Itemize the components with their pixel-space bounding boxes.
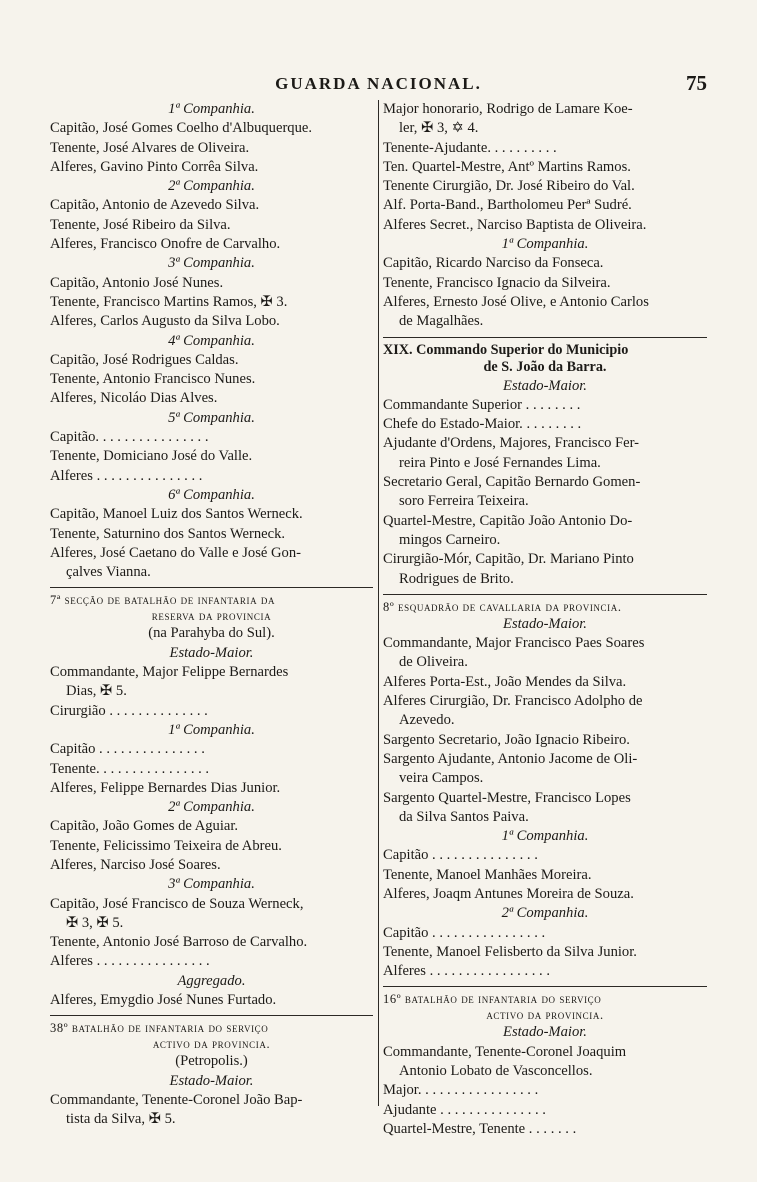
text-line: Major. . . . . . . . . . . . . . . . . [383,1082,539,1099]
text-line: Capitão, José Francisco de Souza Werneck, [50,895,304,912]
text-line-continuation: mingos Carneiro. [399,531,501,548]
text-line: Capitão . . . . . . . . . . . . . . . . [383,924,546,941]
text-line: Tenente, Francisco Martins Ramos, ✠ 3. [50,293,288,310]
location-note: (na Parahyba do Sul). [148,625,275,642]
text-line-continuation: Rodrigues de Brito. [399,570,514,587]
text-line: Tenente, Domiciano José do Valle. [50,448,253,465]
text-line: Capitão, Ricardo Narciso da Fonseca. [383,255,604,272]
text-line-continuation: Dias, ✠ 5. [66,683,127,700]
text-line: Alferes Porta-Est., João Mendes da Silva. [383,673,627,690]
subheading: 2ª Companhia. [501,905,589,922]
subheading: 1ª Companhia. [168,721,255,738]
text-line: Ajudante d'Ordens, Majores, Francisco Fer- [383,435,640,452]
text-line-continuation: da Silva Santos Paiva. [399,808,529,825]
text-line: Alferes, Felippe Bernardes Dias Junior. [50,779,281,796]
text-line-continuation: veira Campos. [399,770,484,787]
subheading: 6ª Companhia. [168,486,255,503]
text-line: Alf. Porta-Band., Bartholomeu Perª Sudré. [383,197,632,214]
section-divider [383,337,707,338]
text-line-continuation: ✠ 3, ✠ 5. [66,914,124,931]
municipality-heading-continuation: de S. João da Barra. [483,359,607,376]
text-line: Tenente Cirurgião, Dr. José Ribeiro do Val. [383,178,635,195]
subheading: 4ª Companhia. [168,332,255,349]
text-line: Tenente, Antonio Francisco Nunes. [50,371,256,388]
text-line: Tenente, José Ribeiro da Silva. [50,216,231,233]
section-heading-continuation: activo da provincia. [486,1008,604,1023]
text-line: Commandante, Tenente-Coronel Joaquim [383,1043,627,1060]
text-line: Ten. Quartel-Mestre, Antº Martins Ramos. [383,158,631,175]
text-line: Tenente, Saturnino dos Santos Werneck. [50,525,286,542]
text-line: Tenente, Manoel Felisberto da Silva Junior. [383,943,637,960]
text-line: Alferes Cirurgião, Dr. Francisco Adolpho de [383,693,643,710]
subheading: 2ª Companhia. [168,178,255,195]
text-line: Tenente, José Alvares de Oliveira. [50,139,250,156]
section-divider [50,587,373,588]
page-number: 75 [686,71,707,95]
text-line: Alferes, Gavino Pinto Corrêa Silva. [50,158,259,175]
text-line-continuation: Antonio Lobato de Vasconcellos. [399,1063,593,1080]
subheading: 1ª Companhia. [168,101,255,117]
subheading: Estado-Maior. [169,644,254,661]
text-line: Tenente. . . . . . . . . . . . . . . . [50,760,210,777]
running-title: GUARDA NACIONAL. [275,74,482,93]
text-line: Cirurgião . . . . . . . . . . . . . . [50,702,208,719]
section-heading: 16º batalhão de infantaria do serviço [383,992,602,1007]
text-line: Commandante, Major Francisco Paes Soares [383,635,645,652]
text-line: Ajudante . . . . . . . . . . . . . . . [383,1101,546,1118]
text-line: Chefe do Estado-Maior. . . . . . . . . [383,416,582,433]
text-line: Alferes, Nicoláo Dias Alves. [50,390,218,407]
text-line: Capitão . . . . . . . . . . . . . . . [50,741,205,758]
text-line-continuation: çalves Vianna. [66,564,151,581]
text-line: Major honorario, Rodrigo de Lamare Koe- [383,101,633,117]
location-note: (Petropolis.) [175,1053,248,1070]
text-line: Tenente, Antonio José Barroso de Carvalho. [50,934,308,951]
text-line: Alferes, Narciso José Soares. [50,856,221,873]
text-line-continuation: de Magalhães. [399,313,484,330]
subheading: 1ª Companhia. [501,236,589,253]
section-heading: 8º esquadrão de cavallaria da provincia. [383,599,622,614]
subheading: Estado-Maior. [503,615,587,632]
text-line: Alferes, Carlos Augusto da Silva Lobo. [50,313,280,330]
text-line: Alferes Secret., Narciso Baptista de Oliveira. [383,216,647,233]
section-divider [383,986,707,987]
text-line: Secretario Geral, Capitão Bernardo Gomen- [383,474,641,491]
text-line: Tenente, Felicissimo Teixeira de Abreu. [50,837,282,854]
text-line: Alferes, Joaqm Antunes Moreira de Souza. [383,885,634,902]
section-divider [383,594,707,595]
text-line: Capitão, José Rodrigues Caldas. [50,351,239,368]
left-column [50,100,373,1128]
text-line-continuation: tista da Silva, ✠ 5. [66,1111,176,1128]
text-line: Alferes, Ernesto José Olive, e Antonio Carlos [383,293,649,310]
text-line: Capitão, Manoel Luiz dos Santos Werneck. [50,506,303,523]
text-line: Alferes . . . . . . . . . . . . . . . . [50,953,210,970]
text-line: Capitão, José Gomes Coelho d'Albuquerque. [50,120,313,137]
text-line: Alferes, José Caetano do Valle e José Gon- [50,544,302,561]
text-line: Alferes . . . . . . . . . . . . . . . . . [383,963,550,980]
section-heading-continuation: reserva da provincia [151,609,272,624]
text-line-continuation: ler, ✠ 3, ✡ 4. [399,120,479,137]
text-line: Quartel-Mestre, Capitão João Antonio Do- [383,512,633,529]
subheading: Estado-Maior. [503,377,587,394]
text-line: Capitão, João Gomes de Aguiar. [50,818,239,835]
subheading: Estado-Maior. [169,1072,254,1089]
text-line: Tenente-Ajudante. . . . . . . . . . [383,139,557,156]
subheading: 3ª Companhia. [168,255,255,272]
text-line: Commandante Superior . . . . . . . . [383,396,581,413]
subheading: Estado-Maior. [503,1024,587,1041]
section-heading: 7ª secção de batalhão de infantaria da [50,593,276,608]
text-line: Capitão . . . . . . . . . . . . . . . [383,847,538,864]
municipality-heading: XIX. Commando Superior do Municipio [383,341,629,358]
text-line-continuation: de Oliveira. [399,654,468,671]
text-line: Commandante, Tenente-Coronel João Bap- [50,1091,303,1108]
text-line: Sargento Quartel-Mestre, Francisco Lopes [383,789,631,806]
text-line: Alferes, Francisco Onofre de Carvalho. [50,236,281,253]
text-line: Sargento Secretario, João Ignacio Ribeiro. [383,731,630,748]
subheading: 3ª Companhia. [168,876,255,893]
text-line: Capitão, Antonio José Nunes. [50,274,224,291]
text-line: Sargento Ajudante, Antonio Jacome de Oli- [383,750,638,767]
section-divider [50,1015,373,1016]
subheading: Aggregado. [177,972,246,989]
text-line-continuation: Azevedo. [399,712,455,729]
text-line: Alferes . . . . . . . . . . . . . . . [50,467,203,484]
subheading: 2ª Companhia. [168,799,255,816]
text-line: Tenente, Francisco Ignacio da Silveira. [383,274,611,291]
text-line: Quartel-Mestre, Tenente . . . . . . . [383,1120,577,1137]
text-line: Capitão, Antonio de Azevedo Silva. [50,197,260,214]
right-column [383,100,707,1137]
text-line: Capitão. . . . . . . . . . . . . . . . [50,429,209,446]
text-line: Cirurgião-Mór, Capitão, Dr. Mariano Pinto [383,551,634,568]
text-line: Alferes, Emygdio José Nunes Furtado. [50,992,277,1009]
text-line-continuation: reira Pinto e José Fernandes Lima. [399,454,601,471]
section-heading-continuation: activo da provincia. [152,1037,271,1052]
column-divider [378,100,379,1106]
page-header [50,71,707,100]
text-line-continuation: soro Ferreira Teixeira. [399,493,529,510]
text-line: Commandante, Major Felippe Bernardes [50,664,289,681]
subheading: 5ª Companhia. [168,409,255,426]
subheading: 1ª Companhia. [501,828,589,845]
text-line: Tenente, Manoel Manhães Moreira. [383,866,592,883]
section-heading: 38º batalhão de infantaria do serviço [50,1021,269,1036]
